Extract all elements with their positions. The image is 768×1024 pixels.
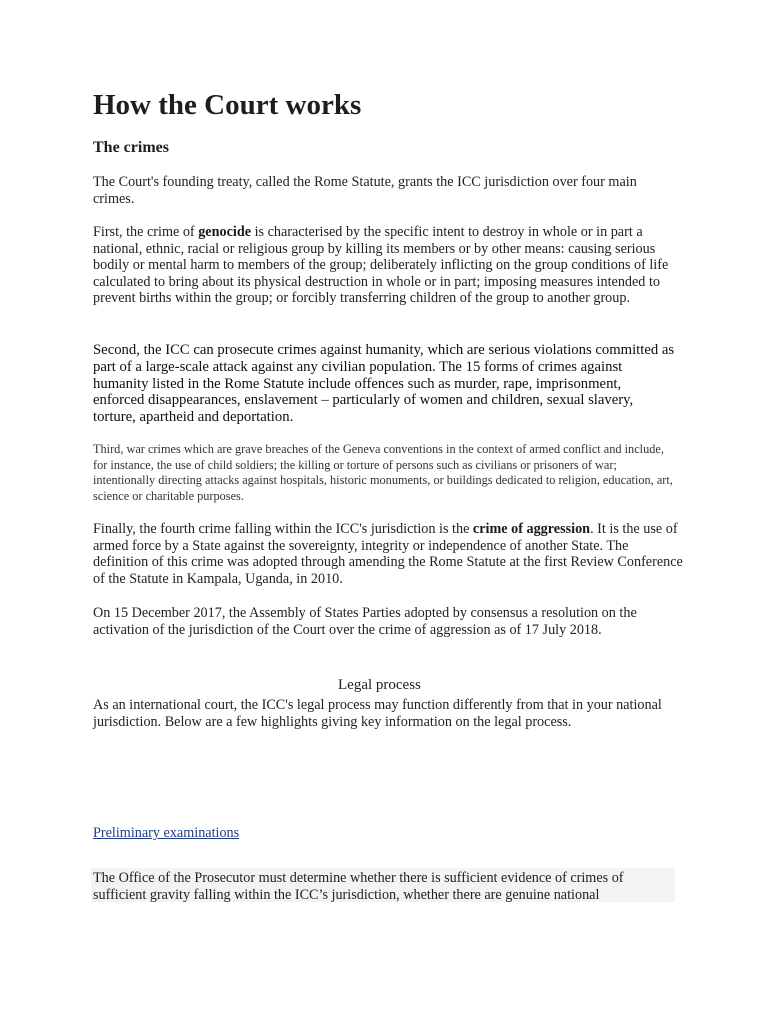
activation-paragraph: On 15 December 2017, the Assembly of States Parties adopted by consensus a resolution on the activation of the jurisdiction of the Court over the crime of aggression as of 17 July 2018. [93,605,637,638]
genocide-term: genocide [198,224,252,240]
legal-process-paragraph: As an international court, the ICC's legal process may function differently from that in your national jurisdiction. Below are a few highlights giving key information on the legal process. [93,697,662,730]
genocide-text-end: is characterised by the specific intent to destroy in whole or in part a national, ethnic, racial or religious group by killing its members or by other means: causing serious bodily or mental harm to members of the group; deliberately inflicting on the group conditions of life calculated to bring about its physical destruction in whole or in part; imposing measures intended to prevent births within the group; or forcibly transferring children of the group to another group. [93,224,669,307]
aggression-text-start: Finally, the fourth crime falling within the ICC's jurisdiction is the [93,521,473,537]
aggression-term: crime of aggression [472,521,591,537]
aggression-paragraph [93,521,683,587]
preliminary-examinations-link[interactable]: Preliminary examinations [93,825,240,841]
crimes-against-humanity-paragraph: Second, the ICC can prosecute crimes against humanity, which are serious violations committed as part of a large-scale attack against any civilian population. The 15 forms of crimes against humanity listed in the Rome Statute include offences such as murder, rape, imprisonment, enforced disappearances, enslavement – particularly of women and children, sexual slavery, torture, apartheid and deportation. [93,342,675,426]
section-heading-crimes: The crimes [93,139,169,156]
war-crimes-paragraph: Third, war crimes which are grave breaches of the Geneva conventions in the context of armed conflict and include, for instance, the use of child soldiers; the killing or torture of persons such as civilians or prisoners of war; intentionally directing attacks against hospitals, historic monuments, or buildings dedicated to religion, education, art, science or charitable purposes. [93,442,673,503]
page-title: How the Court works [93,89,362,121]
genocide-paragraph [93,224,675,307]
genocide-text-start: First, the crime of [93,224,199,240]
legal-process-heading: Legal process [338,677,421,693]
intro-paragraph: The Court's founding treaty, called the Rome Statute, grants the ICC jurisdiction over four main crimes. [93,174,637,207]
prosecutor-paragraph: The Office of the Prosecutor must determine whether there is sufficient evidence of crimes of sufficient gravity falling within the ICC’s jurisdiction, whether there are genuine national [93,870,624,903]
aggression-text-end: . It is the use of armed force by a State against the sovereignty, integrity or independence of another State. The definition of this crime was adopted through amending the Rome Statute at the first Review Conference of the Statute in Kampala, Uganda, in 2010. [93,521,683,587]
